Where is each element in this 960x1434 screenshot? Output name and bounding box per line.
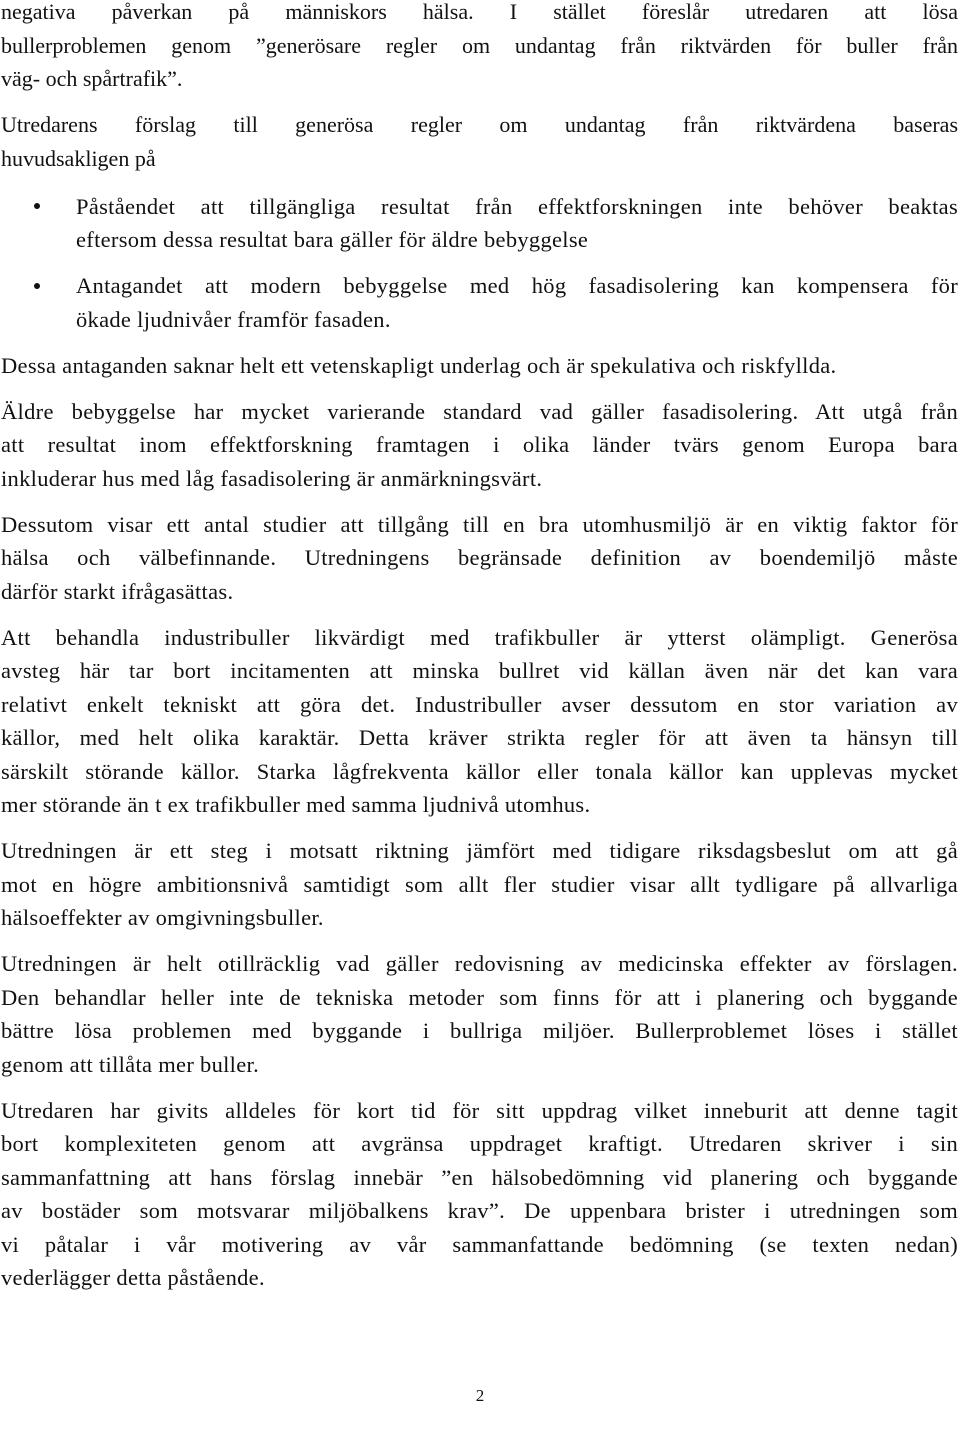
body-paragraph [1,621,958,822]
text-line: bullerproblemen genom ”generösare regler om undantag från riktvärden för buller från [1,32,958,58]
bullet-item [1,269,958,336]
text-line: vederlägger detta påstående. [1,1265,265,1290]
text-line: bättre lösa problemen med byggande i bullriga miljöer. Bullerproblemet löses i stället [1,1018,958,1043]
text-line: Utredaren har givits alldeles för kort tid för sitt uppdrag vilket inneburit att denne tagit [1,1097,958,1123]
text-line: Den behandlar heller inte de tekniska metoder som finns för att i planering och byggande [1,984,958,1010]
text-line: huvudsakligen på [1,145,156,171]
text-line: Påståendet att tillgängliga resultat från effektforskningen inte behöver beaktas [76,193,958,219]
text-line: bort komplexiteten genom att avgränsa uppdraget kraftigt. Utredaren skriver i sin [1,1131,958,1156]
body-paragraph [1,834,958,935]
document-body [1,0,958,1295]
text-line: relativt enkelt tekniskt att göra det. Industribuller avser dessutom en stor variation av [1,691,958,717]
text-line: Antagandet att modern bebyggelse med hög fasadisolering kan kompensera för [76,273,958,298]
intro-paragraph [1,108,958,175]
body-paragraph [1,349,958,383]
text-line: Dessa antaganden saknar helt ett vetenskapligt underlag och är spekulativa och riskfyllda. [1,352,837,378]
bullet-icon [34,283,40,289]
text-line: genom att tillåta mer buller. [1,1051,260,1077]
text-line: hälsoeffekter av omgivningsbuller. [1,905,324,930]
text-line: Äldre bebyggelse har mycket varierande standard vad gäller fasadisolering. Att utgå från [1,398,958,424]
body-paragraph [1,395,958,496]
text-line: mer störande än t ex trafikbuller med samma ljudnivå utomhus. [1,792,591,817]
text-line: av bostäder som motsvarar miljöbalkens krav”. De uppenbara brister i utredningen som [1,1198,958,1223]
bullet-item [1,190,958,257]
text-line: Dessutom visar ett antal studier att tillgång till en bra utomhusmiljö är en viktig faktor för [1,511,958,537]
text-line: Utredningen är helt otillräcklig vad gäller redovisning av medicinska effekter av förslagen. [1,951,958,976]
text-line: avsteg här tar bort incitamenten att minska bullret vid källan även när det kan vara [1,658,958,683]
text-line: därför starkt ifrågasättas. [1,578,234,604]
body-paragraph [1,1094,958,1295]
text-line: Att behandla industribuller likvärdigt med trafikbuller är ytterst olämpligt. Generösa [1,624,958,650]
page-number: 2 [475,1386,485,1405]
text-line: väg- och spårtrafik”. [1,66,183,91]
text-line: vi påtalar i vår motivering av vår sammanfattande bedömning (se texten nedan) [1,1231,958,1257]
text-line: ökade ljudnivåer framför fasaden. [76,306,391,332]
text-line: mot en högre ambitionsnivå samtidigt som allt fler studier visar allt tydligare på allvarliga [1,871,958,897]
text-line: särskilt störande källor. Starka lågfrekventa källor eller tonala källor kan upplevas mycket [1,758,958,784]
body-paragraph [1,508,958,609]
text-line: hälsa och välbefinnande. Utredningens begränsade definition av boendemiljö måste [1,545,958,570]
bullet-list [1,190,958,337]
text-line: Utredningen är ett steg i motsatt riktning jämfört med tidigare riksdagsbeslut om att gå [1,838,958,863]
text-line: källor, med helt olika karaktär. Detta kräver strikta regler för att även ta hänsyn till [1,725,958,750]
text-line: att resultat inom effektforskning framtagen i olika länder tvärs genom Europa bara [1,432,958,457]
text-line: eftersom dessa resultat bara gäller för äldre bebyggelse [76,227,589,252]
body-paragraph [1,947,958,1081]
text-line: negativa påverkan på människors hälsa. I stället föreslår utredaren att lösa [1,0,958,24]
bullet-icon [34,203,40,209]
intro-paragraph [1,0,958,96]
text-line: inkluderar hus med låg fasadisolering är anmärkningsvärt. [1,465,543,491]
text-line: Utredarens förslag till generösa regler om undantag från riktvärdena baseras [1,112,958,137]
text-line: sammanfattning att hans förslag innebär ”en hälsobedömning vid planering och byggande [1,1164,958,1190]
